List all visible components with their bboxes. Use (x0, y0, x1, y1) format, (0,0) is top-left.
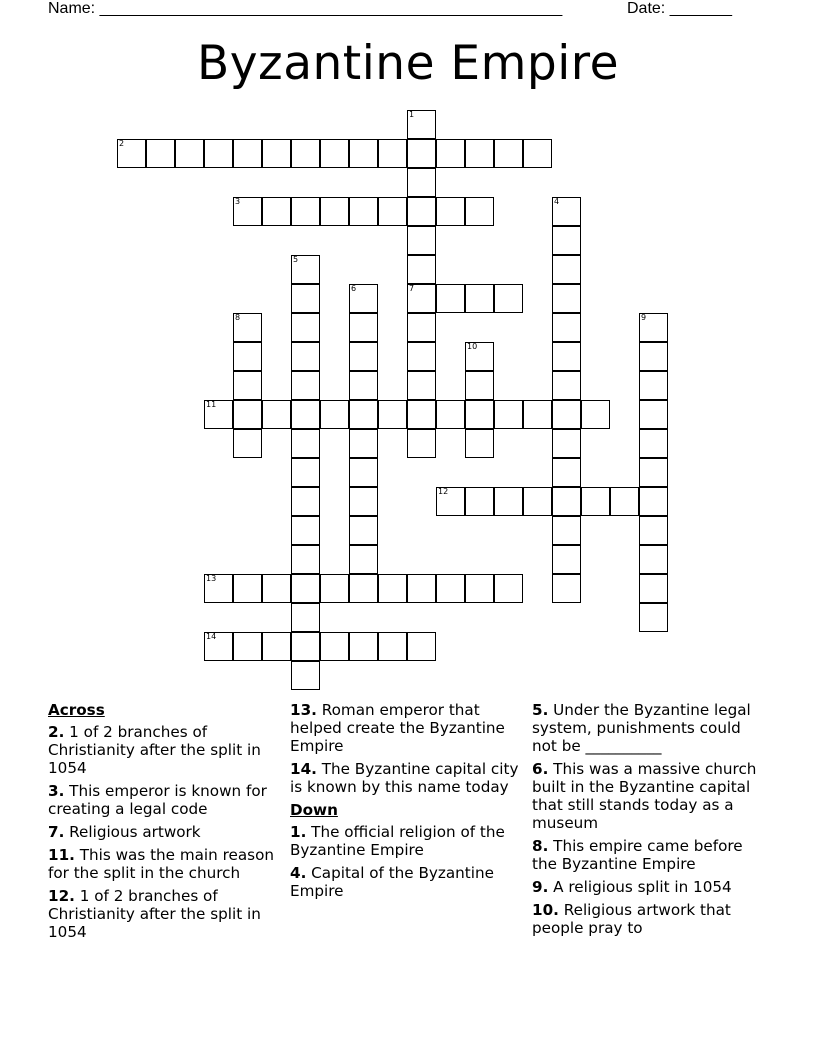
grid-cell[interactable] (407, 284, 436, 313)
cell-number: 6 (351, 284, 357, 293)
grid-cell[interactable] (494, 574, 523, 603)
grid-cell[interactable] (204, 400, 233, 429)
grid-cell[interactable] (552, 371, 581, 400)
cell-number: 4 (554, 197, 560, 206)
grid-cell[interactable] (436, 197, 465, 226)
grid-cell[interactable] (378, 139, 407, 168)
grid-cell[interactable] (407, 313, 436, 342)
grid-cell[interactable] (581, 487, 610, 516)
grid-cell[interactable] (552, 313, 581, 342)
grid-cell[interactable] (552, 458, 581, 487)
cell-number: 9 (641, 313, 647, 322)
grid-cell[interactable] (320, 574, 349, 603)
cell-number: 8 (235, 313, 241, 322)
grid-cell[interactable] (465, 574, 494, 603)
grid-cell[interactable] (407, 632, 436, 661)
grid-cell[interactable] (320, 632, 349, 661)
page-title: Byzantine Empire (196, 36, 620, 91)
grid-cell[interactable] (146, 139, 175, 168)
grid-cell[interactable] (552, 255, 581, 284)
clues-column-3 (532, 701, 768, 942)
grid-cell[interactable] (494, 487, 523, 516)
grid-cell[interactable] (552, 516, 581, 545)
grid-cell[interactable] (291, 429, 320, 458)
grid-cell[interactable] (494, 284, 523, 313)
cell-number: 14 (206, 632, 217, 641)
grid-cell[interactable] (639, 574, 668, 603)
grid-cell[interactable] (349, 458, 378, 487)
grid-cell[interactable] (349, 545, 378, 574)
grid-cell[interactable] (291, 313, 320, 342)
grid-cell[interactable] (233, 574, 262, 603)
clue-down-4: 4. Capital of the Byzantine Empire (290, 864, 494, 900)
grid-cell[interactable] (291, 458, 320, 487)
grid-cell[interactable] (291, 400, 320, 429)
grid-cell[interactable] (407, 400, 436, 429)
grid-cell[interactable] (552, 487, 581, 516)
name-field: Name: ____________________________________________________ (48, 0, 563, 17)
grid-cell[interactable] (291, 574, 320, 603)
grid-cell[interactable] (291, 661, 320, 690)
grid-cell[interactable] (233, 371, 262, 400)
grid-cell[interactable] (291, 139, 320, 168)
grid-cell[interactable] (407, 429, 436, 458)
clue-down-1: 1. The official religion of the Byzantine Empire (290, 823, 505, 859)
grid-cell[interactable] (639, 371, 668, 400)
cell-number: 1 (409, 110, 415, 119)
grid-cell[interactable] (349, 632, 378, 661)
grid-cell[interactable] (378, 574, 407, 603)
grid-cell[interactable] (349, 429, 378, 458)
clue-across-14: 14. The Byzantine capital city is known by this name today (290, 760, 519, 796)
clues-column-1 (48, 701, 276, 946)
grid-cell[interactable] (436, 139, 465, 168)
grid-cell[interactable] (262, 400, 291, 429)
grid-cell[interactable] (407, 168, 436, 197)
grid-cell[interactable] (639, 487, 668, 516)
grid-cell[interactable] (552, 429, 581, 458)
grid-cell[interactable] (552, 574, 581, 603)
grid-cell[interactable] (378, 197, 407, 226)
grid-cell[interactable] (349, 342, 378, 371)
grid-cell[interactable] (523, 139, 552, 168)
grid-cell[interactable] (175, 139, 204, 168)
grid-cell[interactable] (552, 342, 581, 371)
grid-cell[interactable] (494, 139, 523, 168)
grid-cell[interactable] (349, 516, 378, 545)
grid-cell[interactable] (465, 197, 494, 226)
grid-cell[interactable] (117, 139, 146, 168)
grid-cell[interactable] (552, 197, 581, 226)
grid-cell[interactable] (349, 487, 378, 516)
grid-cell[interactable] (407, 371, 436, 400)
grid-cell[interactable] (349, 400, 378, 429)
grid-cell[interactable] (291, 284, 320, 313)
date-field: Date: _______ (627, 0, 732, 17)
cell-number: 3 (235, 197, 241, 206)
grid-cell[interactable] (349, 574, 378, 603)
grid-cell[interactable] (465, 429, 494, 458)
grid-cell[interactable] (262, 632, 291, 661)
grid-cell[interactable] (233, 632, 262, 661)
grid-cell[interactable] (639, 516, 668, 545)
clue-down-9: 9. A religious split in 1054 (532, 878, 732, 896)
grid-cell[interactable] (436, 487, 465, 516)
down-heading: Down (290, 801, 338, 819)
clues-column-2 (290, 701, 526, 905)
grid-cell[interactable] (407, 197, 436, 226)
clue-down-5: 5. Under the Byzantine legal system, punishments could not be __________ (532, 701, 751, 755)
grid-cell[interactable] (349, 139, 378, 168)
grid-cell[interactable] (407, 139, 436, 168)
grid-cell[interactable] (233, 400, 262, 429)
cell-number: 7 (409, 284, 415, 293)
grid-cell[interactable] (349, 371, 378, 400)
grid-cell[interactable] (639, 603, 668, 632)
grid-cell[interactable] (465, 342, 494, 371)
grid-cell[interactable] (262, 197, 291, 226)
cell-number: 2 (119, 139, 125, 148)
grid-cell[interactable] (639, 400, 668, 429)
grid-cell[interactable] (639, 313, 668, 342)
grid-cell[interactable] (204, 632, 233, 661)
grid-cell[interactable] (204, 139, 233, 168)
grid-cell[interactable] (320, 197, 349, 226)
grid-cell[interactable] (407, 110, 436, 139)
grid-cell[interactable] (465, 371, 494, 400)
grid-cell[interactable] (552, 400, 581, 429)
grid-cell[interactable] (320, 139, 349, 168)
grid-cell[interactable] (233, 342, 262, 371)
grid-cell[interactable] (378, 400, 407, 429)
grid-cell[interactable] (639, 545, 668, 574)
clue-across-12: 12. 1 of 2 branches of Christianity after the split in 1054 (48, 887, 261, 941)
grid-cell[interactable] (291, 516, 320, 545)
grid-cell[interactable] (552, 284, 581, 313)
cell-number: 10 (467, 342, 478, 351)
grid-cell[interactable] (436, 284, 465, 313)
across-heading: Across (48, 701, 105, 719)
grid-cell[interactable] (291, 487, 320, 516)
grid-cell[interactable] (407, 255, 436, 284)
grid-cell[interactable] (320, 400, 349, 429)
grid-cell[interactable] (349, 284, 378, 313)
grid-cell[interactable] (349, 197, 378, 226)
grid-cell[interactable] (349, 313, 378, 342)
grid-cell[interactable] (639, 342, 668, 371)
grid-cell[interactable] (639, 458, 668, 487)
clue-across-7: 7. Religious artwork (48, 823, 201, 841)
grid-cell[interactable] (552, 545, 581, 574)
grid-cell[interactable] (465, 284, 494, 313)
grid-cell[interactable] (465, 139, 494, 168)
grid-cell[interactable] (291, 371, 320, 400)
clue-down-8: 8. This empire came before the Byzantine Empire (532, 837, 743, 873)
grid-cell[interactable] (291, 255, 320, 284)
grid-cell[interactable] (204, 574, 233, 603)
clue-across-11: 11. This was the main reason for the split in the church (48, 846, 274, 882)
grid-cell[interactable] (262, 574, 291, 603)
cell-number: 12 (438, 487, 449, 496)
grid-cell[interactable] (639, 429, 668, 458)
grid-cell[interactable] (378, 632, 407, 661)
clue-across-13: 13. Roman emperor that helped create the Byzantine Empire (290, 701, 505, 755)
cell-number: 11 (206, 400, 217, 409)
grid-cell[interactable] (436, 574, 465, 603)
cell-number: 13 (206, 574, 217, 583)
grid-cell[interactable] (523, 487, 552, 516)
grid-cell[interactable] (233, 429, 262, 458)
clue-down-6: 6. This was a massive church built in the Byzantine capital that still stands today as a museum (532, 760, 757, 832)
grid-cell[interactable] (262, 139, 291, 168)
cell-number: 5 (293, 255, 299, 264)
grid-cell[interactable] (407, 226, 436, 255)
grid-cell[interactable] (233, 313, 262, 342)
grid-cell[interactable] (552, 226, 581, 255)
grid-cell[interactable] (581, 400, 610, 429)
grid-cell[interactable] (291, 342, 320, 371)
grid-cell[interactable] (465, 400, 494, 429)
grid-cell[interactable] (610, 487, 639, 516)
grid-cell[interactable] (233, 197, 262, 226)
grid-cell[interactable] (291, 603, 320, 632)
grid-cell[interactable] (465, 487, 494, 516)
clue-across-3: 3. This emperor is known for creating a legal code (48, 782, 267, 818)
grid-cell[interactable] (494, 400, 523, 429)
clue-down-10: 10. Religious artwork that people pray to (532, 901, 731, 937)
grid-cell[interactable] (523, 400, 552, 429)
grid-cell[interactable] (407, 342, 436, 371)
clue-across-2: 2. 1 of 2 branches of Christianity after the split in 1054 (48, 723, 261, 777)
grid-cell[interactable] (291, 632, 320, 661)
grid-cell[interactable] (291, 545, 320, 574)
grid-cell[interactable] (291, 197, 320, 226)
grid-cell[interactable] (407, 574, 436, 603)
grid-cell[interactable] (233, 139, 262, 168)
grid-cell[interactable] (436, 400, 465, 429)
